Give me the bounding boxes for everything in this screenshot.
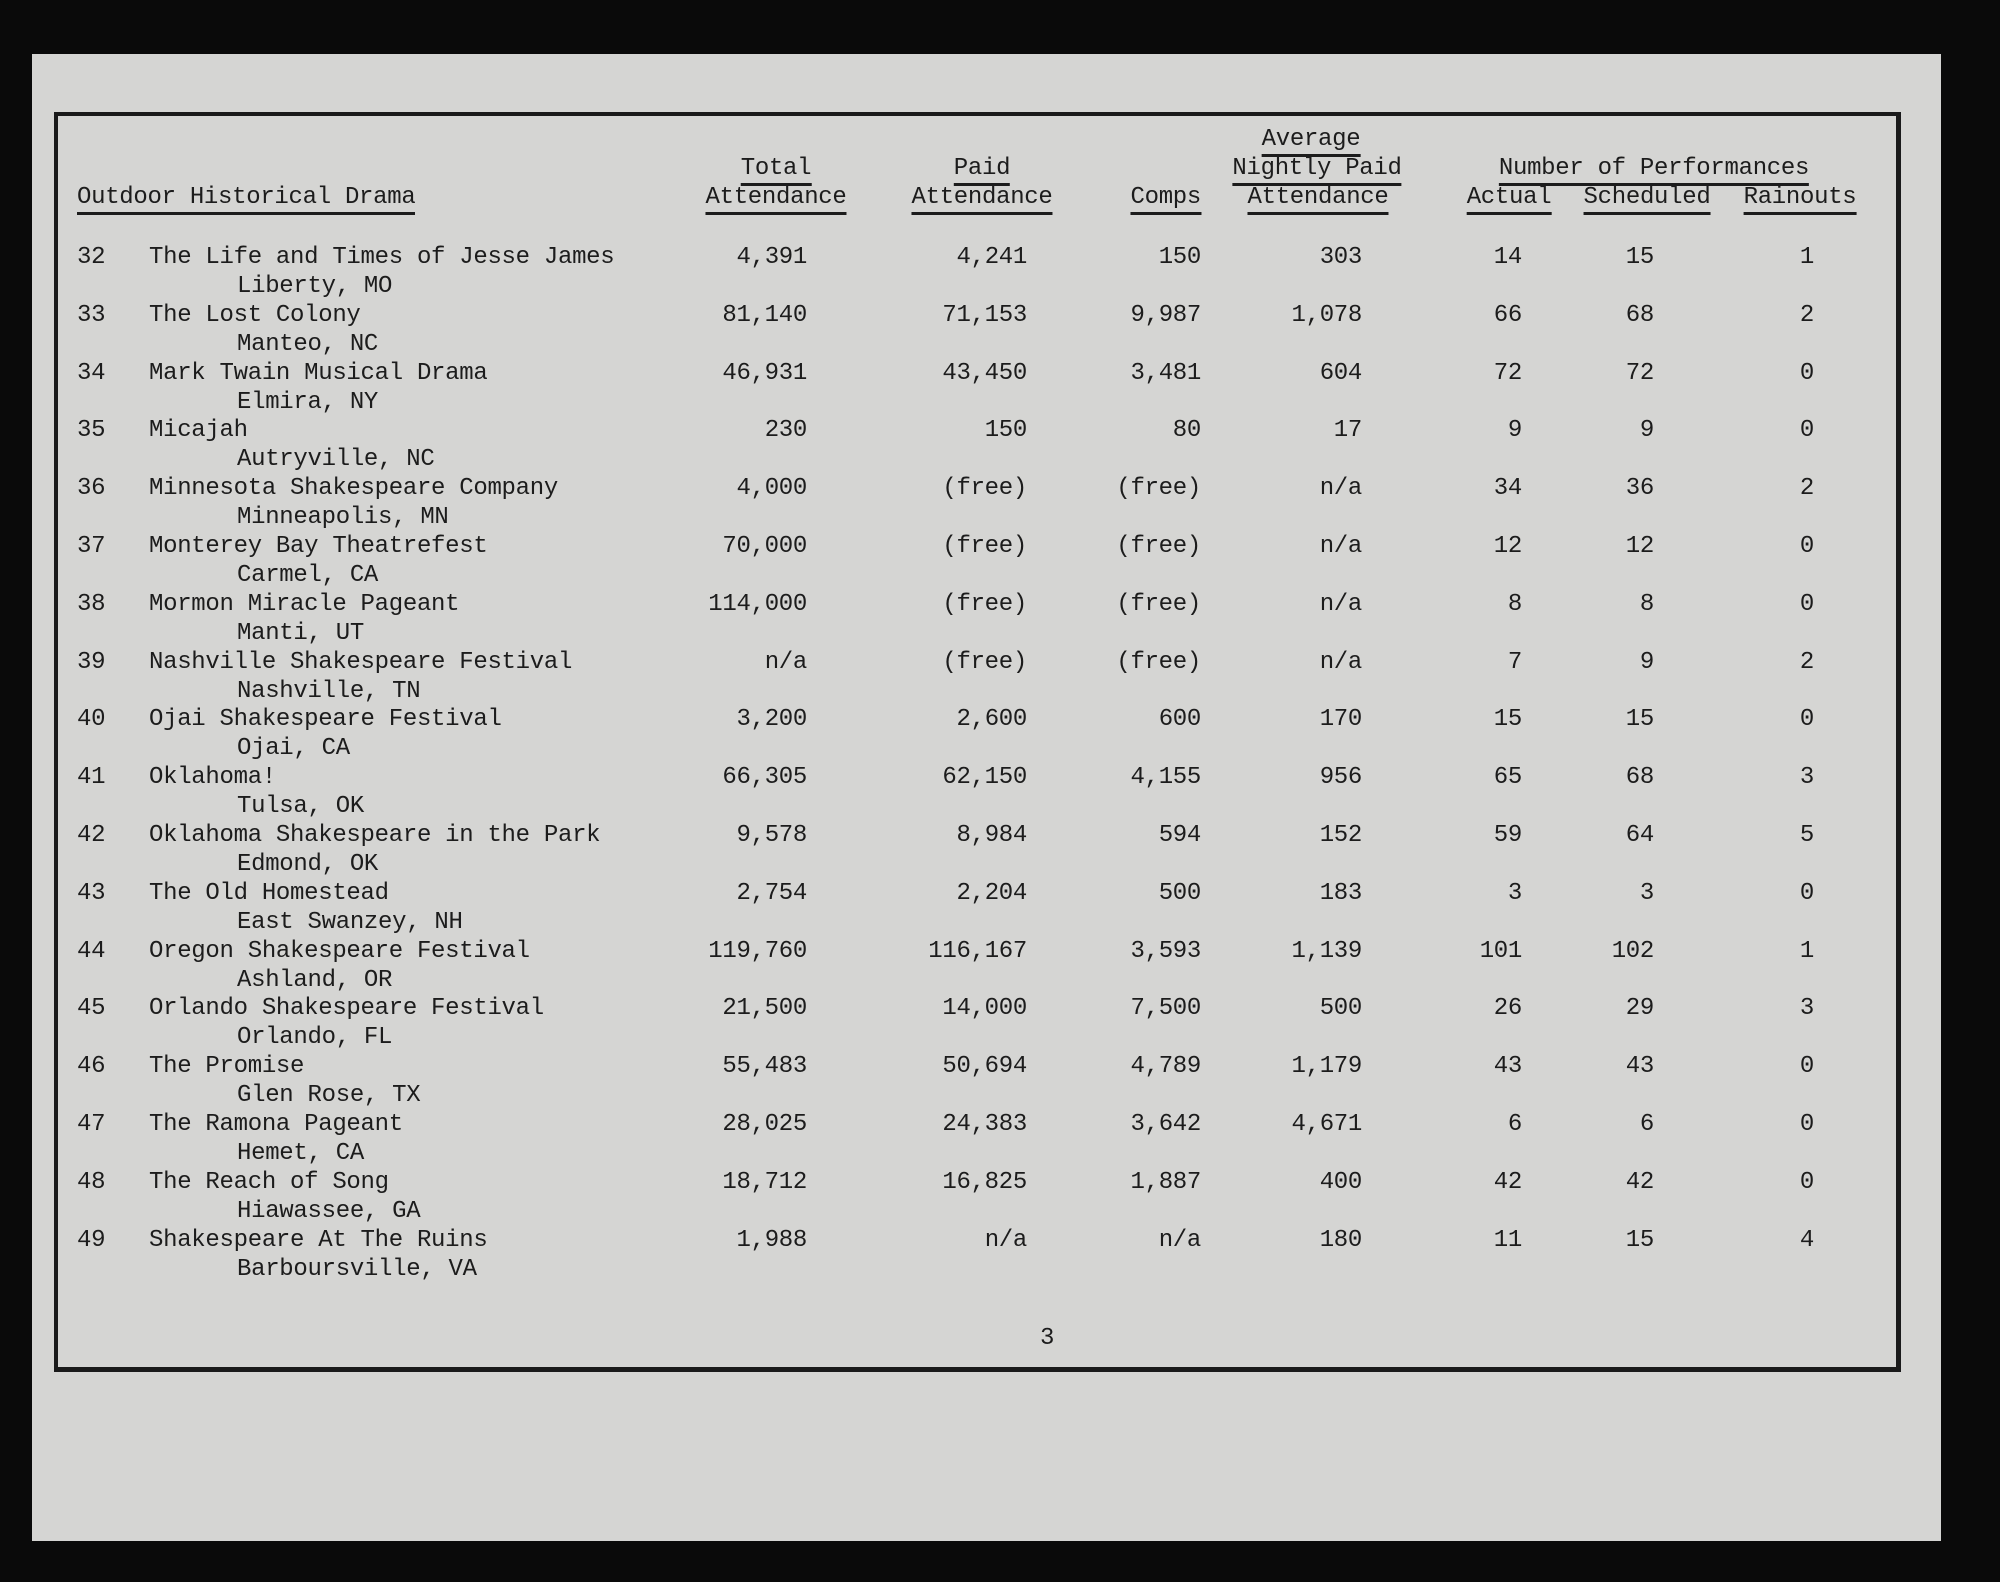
cell-num: 49	[77, 1226, 106, 1254]
header-performances: Number of Performances	[1499, 155, 1809, 186]
cell-avg: 604	[1319, 359, 1362, 387]
cell-location: Manteo, NC	[237, 330, 379, 358]
cell-name: The Promise	[149, 1053, 305, 1081]
cell-actual: 8	[1507, 590, 1522, 618]
cell-location: Orlando, FL	[237, 1024, 393, 1052]
cell-avg: n/a	[1319, 648, 1362, 676]
cell-paid: 16,825	[942, 1168, 1027, 1196]
cell-num: 47	[77, 1111, 106, 1138]
cell-actual: 59	[1493, 822, 1522, 849]
cell-comps: 7,500	[1130, 995, 1201, 1023]
cell-name: Ojai Shakespeare Festival	[149, 706, 502, 734]
cell-comps: (free)	[1116, 533, 1201, 560]
cell-num: 42	[77, 822, 106, 849]
cell-comps: 4,789	[1130, 1053, 1201, 1081]
cell-total: 66,305	[722, 764, 807, 792]
cell-actual: 11	[1493, 1226, 1522, 1254]
cell-rainouts: 2	[1799, 475, 1814, 503]
cell-actual: 43	[1493, 1053, 1522, 1081]
header-avg-line1: Average	[1262, 126, 1361, 157]
cell-paid: 14,000	[942, 995, 1027, 1023]
cell-comps: n/a	[1158, 1226, 1201, 1254]
cell-num: 34	[77, 359, 106, 387]
page-number: 3	[1040, 1325, 1055, 1352]
cell-num: 36	[77, 475, 106, 503]
header-paid-line2: Attendance	[911, 184, 1052, 215]
header-actual: Actual	[1467, 184, 1552, 215]
cell-name: Micajah	[149, 417, 248, 445]
cell-actual: 65	[1493, 764, 1522, 792]
cell-total: 81,140	[722, 301, 807, 329]
cell-total: 55,483	[722, 1053, 807, 1081]
cell-name: Oregon Shakespeare Festival	[149, 937, 530, 965]
cell-rainouts: 2	[1799, 301, 1814, 329]
cell-paid: (free)	[942, 648, 1027, 676]
cell-rainouts: 0	[1799, 879, 1814, 907]
cell-paid: 150	[984, 417, 1027, 445]
cell-scheduled: 68	[1625, 301, 1654, 329]
cell-total: 230	[764, 417, 807, 445]
cell-scheduled: 72	[1625, 359, 1654, 387]
cell-num: 35	[77, 417, 106, 445]
cell-actual: 9	[1507, 417, 1522, 445]
cell-actual: 3	[1507, 879, 1522, 907]
cell-comps: 80	[1172, 417, 1201, 445]
cell-name: The Lost Colony	[149, 301, 361, 329]
cell-comps: 594	[1158, 822, 1201, 849]
header-total-line1: Total	[741, 155, 812, 186]
cell-total: n/a	[764, 648, 807, 676]
cell-rainouts: 0	[1799, 1111, 1814, 1138]
cell-total: 4,000	[736, 475, 807, 503]
cell-scheduled: 6	[1639, 1111, 1654, 1138]
cell-avg: 180	[1319, 1226, 1362, 1254]
cell-rainouts: 0	[1799, 590, 1814, 618]
cell-location: Ojai, CA	[237, 735, 350, 763]
cell-name: The Reach of Song	[149, 1168, 389, 1196]
cell-num: 32	[77, 244, 106, 271]
cell-total: 4,391	[736, 244, 807, 271]
cell-actual: 66	[1493, 301, 1522, 329]
cell-location: Tulsa, OK	[237, 793, 364, 821]
cell-total: 70,000	[722, 533, 807, 560]
cell-name: Monterey Bay Theatrefest	[149, 533, 488, 560]
cell-scheduled: 42	[1625, 1168, 1654, 1196]
cell-scheduled: 15	[1625, 1226, 1654, 1254]
cell-scheduled: 9	[1639, 417, 1654, 445]
cell-name: Mark Twain Musical Drama	[149, 359, 488, 387]
cell-total: 28,025	[722, 1111, 807, 1138]
cell-location: Carmel, CA	[237, 562, 379, 589]
cell-location: Hiawassee, GA	[237, 1197, 421, 1225]
cell-comps: 4,155	[1130, 764, 1201, 792]
cell-actual: 14	[1493, 244, 1522, 271]
cell-name: Orlando Shakespeare Festival	[149, 995, 544, 1023]
cell-comps: 3,593	[1130, 937, 1201, 965]
cell-comps: 3,481	[1130, 359, 1201, 387]
cell-scheduled: 12	[1625, 533, 1654, 560]
cell-num: 48	[77, 1168, 106, 1196]
cell-location: Autryville, NC	[237, 446, 435, 474]
cell-name: Nashville Shakespeare Festival	[149, 648, 573, 676]
cell-num: 41	[77, 764, 106, 792]
cell-comps: (free)	[1116, 648, 1201, 676]
cell-rainouts: 0	[1799, 1168, 1814, 1196]
cell-paid: 8,984	[956, 822, 1027, 849]
cell-actual: 6	[1507, 1111, 1522, 1138]
cell-total: 2,754	[736, 879, 807, 907]
cell-scheduled: 3	[1639, 879, 1654, 907]
cell-scheduled: 68	[1625, 764, 1654, 792]
cell-avg: 956	[1319, 764, 1362, 792]
cell-avg: 17	[1333, 417, 1362, 445]
cell-location: Liberty, MO	[237, 273, 393, 300]
cell-actual: 101	[1479, 937, 1522, 965]
cell-name: The Life and Times of Jesse James	[149, 244, 615, 271]
cell-scheduled: 64	[1625, 822, 1654, 849]
cell-actual: 15	[1493, 706, 1522, 734]
cell-name: The Ramona Pageant	[149, 1111, 403, 1138]
cell-actual: 42	[1493, 1168, 1522, 1196]
cell-paid: (free)	[942, 590, 1027, 618]
cell-paid: 24,383	[942, 1111, 1027, 1138]
cell-paid: (free)	[942, 533, 1027, 560]
cell-paid: 116,167	[928, 937, 1027, 965]
cell-paid: n/a	[984, 1226, 1027, 1254]
cell-total: 114,000	[708, 590, 807, 618]
cell-name: Shakespeare At The Ruins	[149, 1226, 488, 1254]
cell-location: Barboursville, VA	[237, 1255, 477, 1283]
cell-name: Oklahoma Shakespeare in the Park	[149, 822, 601, 849]
header-scheduled: Scheduled	[1584, 184, 1711, 215]
cell-avg: 500	[1319, 995, 1362, 1023]
cell-rainouts: 0	[1799, 359, 1814, 387]
cell-comps: 9,987	[1130, 301, 1201, 329]
cell-rainouts: 2	[1799, 648, 1814, 676]
cell-actual: 72	[1493, 359, 1522, 387]
cell-scheduled: 102	[1611, 937, 1654, 965]
cell-rainouts: 0	[1799, 533, 1814, 560]
cell-avg: 183	[1319, 879, 1362, 907]
cell-avg: n/a	[1319, 590, 1362, 618]
cell-paid: 2,600	[956, 706, 1027, 734]
cell-rainouts: 4	[1799, 1226, 1814, 1254]
cell-location: Glen Rose, TX	[237, 1082, 421, 1110]
cell-avg: 170	[1319, 706, 1362, 734]
cell-location: Elmira, NY	[237, 388, 379, 416]
cell-comps: 600	[1158, 706, 1201, 734]
cell-location: Ashland, OR	[237, 966, 393, 994]
cell-location: East Swanzey, NH	[237, 908, 463, 936]
cell-avg: 4,671	[1291, 1111, 1362, 1138]
cell-location: Manti, UT	[237, 619, 364, 647]
cell-rainouts: 0	[1799, 1053, 1814, 1081]
cell-num: 44	[77, 937, 106, 965]
cell-actual: 12	[1493, 533, 1522, 560]
cell-scheduled: 15	[1625, 706, 1654, 734]
cell-actual: 34	[1493, 475, 1522, 503]
cell-name: Minnesota Shakespeare Company	[149, 475, 558, 503]
cell-scheduled: 9	[1639, 648, 1654, 676]
cell-num: 37	[77, 533, 106, 560]
header-rainouts: Rainouts	[1744, 184, 1857, 215]
cell-location: Minneapolis, MN	[237, 504, 449, 532]
cell-rainouts: 1	[1799, 937, 1814, 965]
header-comps: Comps	[1130, 184, 1201, 215]
cell-num: 45	[77, 995, 106, 1023]
cell-location: Edmond, OK	[237, 851, 379, 878]
cell-actual: 26	[1493, 995, 1522, 1023]
cell-avg: n/a	[1319, 475, 1362, 503]
cell-comps: (free)	[1116, 590, 1201, 618]
cell-total: 9,578	[736, 822, 807, 849]
cell-name: Oklahoma!	[149, 764, 276, 792]
cell-rainouts: 1	[1799, 244, 1814, 271]
header-paid-line1: Paid	[954, 155, 1010, 186]
header-drama: Outdoor Historical Drama	[77, 184, 415, 215]
cell-avg: 1,139	[1291, 937, 1362, 965]
cell-paid: (free)	[942, 475, 1027, 503]
header-total-line2: Attendance	[705, 184, 846, 215]
cell-rainouts: 0	[1799, 417, 1814, 445]
cell-paid: 62,150	[942, 764, 1027, 792]
cell-avg: 1,179	[1291, 1053, 1362, 1081]
cell-paid: 50,694	[942, 1053, 1027, 1081]
cell-num: 33	[77, 301, 106, 329]
cell-comps: (free)	[1116, 475, 1201, 503]
cell-num: 43	[77, 879, 106, 907]
cell-num: 46	[77, 1053, 106, 1081]
cell-num: 40	[77, 706, 106, 734]
cell-avg: 1,078	[1291, 301, 1362, 329]
cell-rainouts: 3	[1799, 995, 1814, 1023]
cell-num: 38	[77, 590, 106, 618]
cell-avg: 152	[1319, 822, 1362, 849]
cell-name: Mormon Miracle Pageant	[149, 590, 460, 618]
cell-scheduled: 29	[1625, 995, 1654, 1023]
cell-rainouts: 3	[1799, 764, 1814, 792]
cell-total: 1,988	[736, 1226, 807, 1254]
cell-comps: 3,642	[1130, 1111, 1201, 1138]
cell-total: 3,200	[736, 706, 807, 734]
cell-comps: 150	[1158, 244, 1201, 271]
cell-rainouts: 5	[1799, 822, 1814, 849]
cell-total: 119,760	[708, 937, 807, 965]
cell-comps: 500	[1158, 879, 1201, 907]
cell-num: 39	[77, 648, 106, 676]
cell-avg: 400	[1319, 1168, 1362, 1196]
header-avg-line3: Attendance	[1247, 184, 1388, 215]
cell-avg: n/a	[1319, 533, 1362, 560]
cell-scheduled: 8	[1639, 590, 1654, 618]
cell-scheduled: 43	[1625, 1053, 1654, 1081]
cell-name: The Old Homestead	[149, 879, 389, 907]
cell-scheduled: 15	[1625, 244, 1654, 271]
cell-paid: 71,153	[942, 301, 1027, 329]
cell-location: Nashville, TN	[237, 677, 421, 705]
cell-total: 18,712	[722, 1168, 807, 1196]
cell-scheduled: 36	[1625, 475, 1654, 503]
cell-paid: 43,450	[942, 359, 1027, 387]
cell-actual: 7	[1507, 648, 1522, 676]
cell-avg: 303	[1319, 244, 1362, 271]
cell-paid: 4,241	[956, 244, 1027, 271]
cell-rainouts: 0	[1799, 706, 1814, 734]
cell-comps: 1,887	[1130, 1168, 1201, 1196]
cell-location: Hemet, CA	[237, 1140, 364, 1167]
header-avg-line2: Nightly Paid	[1232, 155, 1401, 186]
cell-paid: 2,204	[956, 879, 1027, 907]
cell-total: 21,500	[722, 995, 807, 1023]
cell-total: 46,931	[722, 359, 807, 387]
